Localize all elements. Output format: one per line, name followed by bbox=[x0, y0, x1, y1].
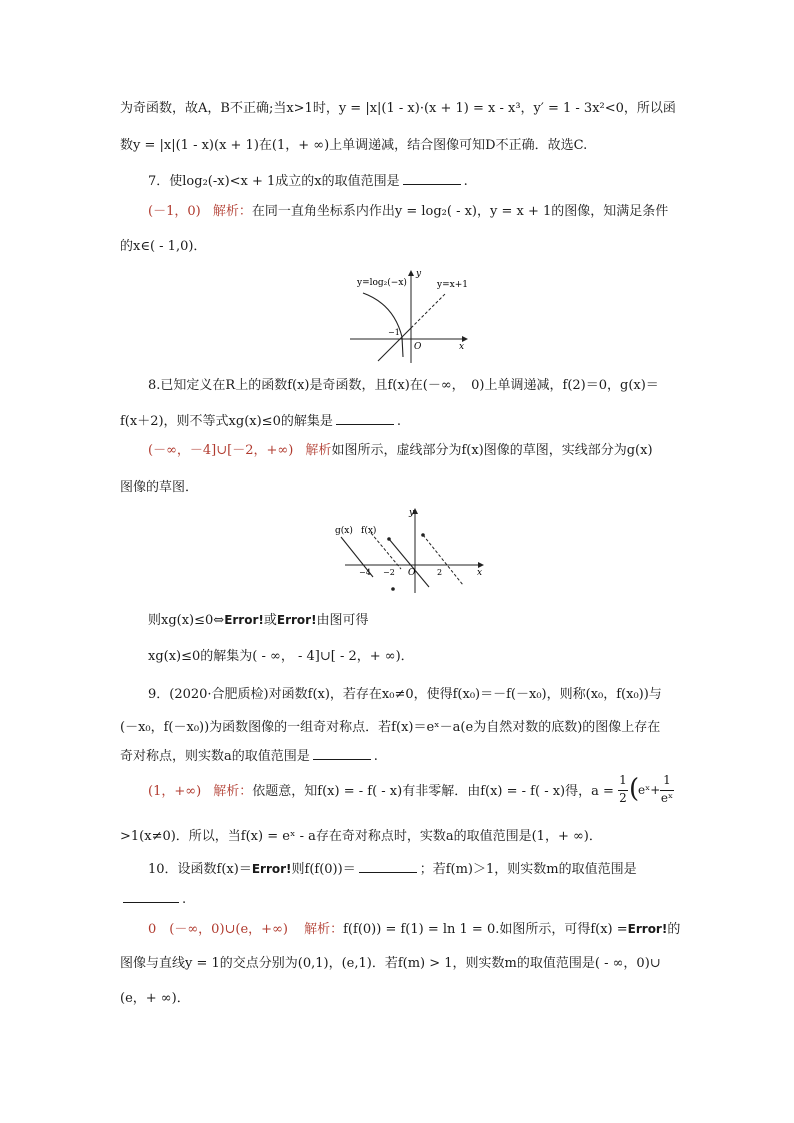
q9-half-num: 1 bbox=[619, 773, 627, 787]
q9-paren: ( bbox=[629, 774, 640, 804]
q9-exp1: 依题意，知f(x) = - f( - x)有非零解．由f(x) = - f( - x)得，a = bbox=[252, 784, 614, 799]
q8-answer: (－∞，－4]∪[－2，+∞) bbox=[148, 443, 294, 458]
q8-f-left bbox=[371, 533, 401, 569]
q8-f-right bbox=[423, 535, 463, 585]
q8-origin-label: O bbox=[408, 568, 416, 578]
q8-analysis-label: 解析 bbox=[305, 443, 332, 458]
q10-exp1a: f(f(0)) = f(1) = ln 1 = 0.如图所示，可得f(x) = bbox=[343, 922, 628, 937]
q10-text1a: 10．设函数f(x)＝ bbox=[148, 862, 252, 877]
q8-m4-label: −4 bbox=[359, 568, 371, 577]
q8-x-label: x bbox=[477, 568, 483, 578]
q8-text2: f(x＋2)，则不等式xg(x)≤0的解集是 bbox=[120, 414, 333, 429]
q7-line-dashed bbox=[411, 294, 445, 328]
q8-figure bbox=[333, 505, 488, 595]
q7-line-label: y=x+1 bbox=[437, 280, 468, 290]
top-line-2: 数y = |x|(1 - x)(x + 1)在(1，+ ∞)上单调递减，结合图像可知D不正确．故选C. bbox=[120, 138, 588, 153]
q10-text1c: ；若f(m)＞1，则实数m的取值范围是 bbox=[419, 862, 637, 877]
q8-exp1: 如图所示，虚线部分为f(x)图像的草图，实线部分为g(x) bbox=[331, 443, 653, 458]
q10-blank-2 bbox=[123, 890, 179, 903]
q10-error-2: Error! bbox=[627, 922, 668, 936]
q8-answer-line bbox=[148, 442, 653, 460]
q10-analysis-label: 解析： bbox=[304, 922, 344, 937]
q8-exp3 bbox=[148, 611, 369, 630]
q10-answer: 0 (－∞，0)∪(e，+∞) bbox=[148, 922, 288, 937]
q10-question-1 bbox=[148, 860, 637, 879]
q10-text1b: 则f(f(0))＝ bbox=[291, 862, 356, 877]
q9-question-3: 奇对称点，则实数a的取值范围是 . bbox=[120, 749, 378, 764]
q9-answer: (1，+∞) bbox=[148, 784, 202, 799]
q8-g-right bbox=[389, 539, 429, 587]
q10-error: Error! bbox=[251, 862, 292, 876]
q7-exp2: 的x∈( - 1,0)． bbox=[120, 239, 207, 254]
q8-error-1: Error! bbox=[224, 613, 264, 627]
q9-question-1: 9．(2020·合肥质检)对函数f(x)，若存在x₀≠0，使得f(x₀)＝－f(－x₀)，则称(x₀，f(x₀))与 bbox=[148, 687, 662, 702]
q8-g-dot-bottom bbox=[391, 587, 395, 591]
q10-blank-1 bbox=[359, 860, 417, 873]
q9-analysis-label: 解析： bbox=[213, 784, 253, 799]
q9-text3: 奇对称点，则实数a的取值范围是 bbox=[120, 749, 310, 764]
q8-blank bbox=[336, 412, 394, 425]
q8-question-2: f(x＋2)，则不等式xg(x)≤0的解集是 . bbox=[120, 414, 401, 429]
q8-exp3b: 由图可得 bbox=[316, 613, 369, 628]
q8-g-label: g(x) bbox=[335, 526, 353, 536]
q7-answer: (－1，0) bbox=[148, 204, 201, 219]
q8-y-label: y bbox=[409, 508, 415, 518]
q8-exp2: 图像的草图． bbox=[120, 480, 199, 495]
q8-p2-label: 2 bbox=[437, 568, 443, 577]
q8-question-1: 8.已知定义在R上的函数f(x)是奇函数，且f(x)在(－∞， 0)上单调递减，f(2)＝0，g(x)＝ bbox=[148, 378, 659, 393]
top-line-1: 为奇函数，故A，B不正确;当x>1时，y = |x|(1 - x)·(x + 1) = x - x³，y′ = 1 - 3x²<0，所以函 bbox=[120, 101, 676, 116]
q8-exp4: xg(x)≤0的解集为( - ∞， - 4]∪[ - 2，+ ∞)． bbox=[148, 649, 414, 664]
q7-text: 7．使log₂(-x)<x + 1成立的x的取值范围是 bbox=[148, 174, 400, 189]
q7-origin-label: O bbox=[414, 342, 422, 352]
q7-x-label: x bbox=[459, 342, 465, 352]
q9-half-den: 2 bbox=[619, 791, 627, 805]
q7-answer-line bbox=[148, 203, 668, 221]
q10-question-2: . bbox=[120, 890, 186, 909]
q9-question-2: (－x₀，f(－x₀))为函数图像的一组奇对称点．若f(x)＝eˣ－a(e为自然对数的底数)的图像上存在 bbox=[120, 720, 661, 735]
q7-figure bbox=[345, 265, 475, 365]
q7-exp1: 在同一直角坐标系内作出y = log₂( - x)，y = x + 1的图像，知满足条件 bbox=[251, 204, 669, 219]
q8-f-label: f(x) bbox=[361, 526, 377, 536]
q9-answer-line bbox=[148, 783, 614, 801]
q7-analysis-label: 解析： bbox=[212, 204, 252, 219]
q10-exp1b: 的 bbox=[667, 922, 681, 937]
q8-exp3a: 则xg(x)≤0⇔ bbox=[148, 613, 225, 628]
q8-g-dot-top bbox=[387, 537, 391, 541]
q8-m2-label: −2 bbox=[383, 568, 395, 577]
q7-neg1-label: −1 bbox=[388, 328, 400, 337]
q9-one: 1 bbox=[663, 773, 671, 787]
q9-exd: eˣ bbox=[660, 791, 674, 805]
q9-exp2: >1(x≠0)．所以，当f(x) = eˣ - a存在奇对称点时，实数a的取值范围是(1，+ ∞)． bbox=[120, 829, 602, 844]
q8-or: 或 bbox=[263, 613, 277, 628]
q9-ex: eˣ+ bbox=[638, 783, 661, 797]
q7-log-curve bbox=[363, 293, 403, 357]
q8-error-2: Error! bbox=[276, 613, 317, 627]
q7-question: 7．使log₂(-x)<x + 1成立的x的取值范围是 . bbox=[148, 174, 468, 189]
q7-log-label: y=log₂(−x) bbox=[357, 278, 407, 288]
q10-exp2: 图像与直线y = 1的交点分别为(0,1)，(e,1)．若f(m) > 1，则实数m的取值范围是( - ∞，0)∪ bbox=[120, 956, 661, 971]
q10-answer-line bbox=[148, 920, 680, 939]
q7-blank bbox=[403, 172, 461, 185]
q7-y-label: y bbox=[416, 269, 422, 279]
q8-f-dot bbox=[421, 533, 425, 537]
q10-exp3: (e，+ ∞)． bbox=[120, 991, 190, 1006]
q9-blank bbox=[313, 747, 371, 760]
